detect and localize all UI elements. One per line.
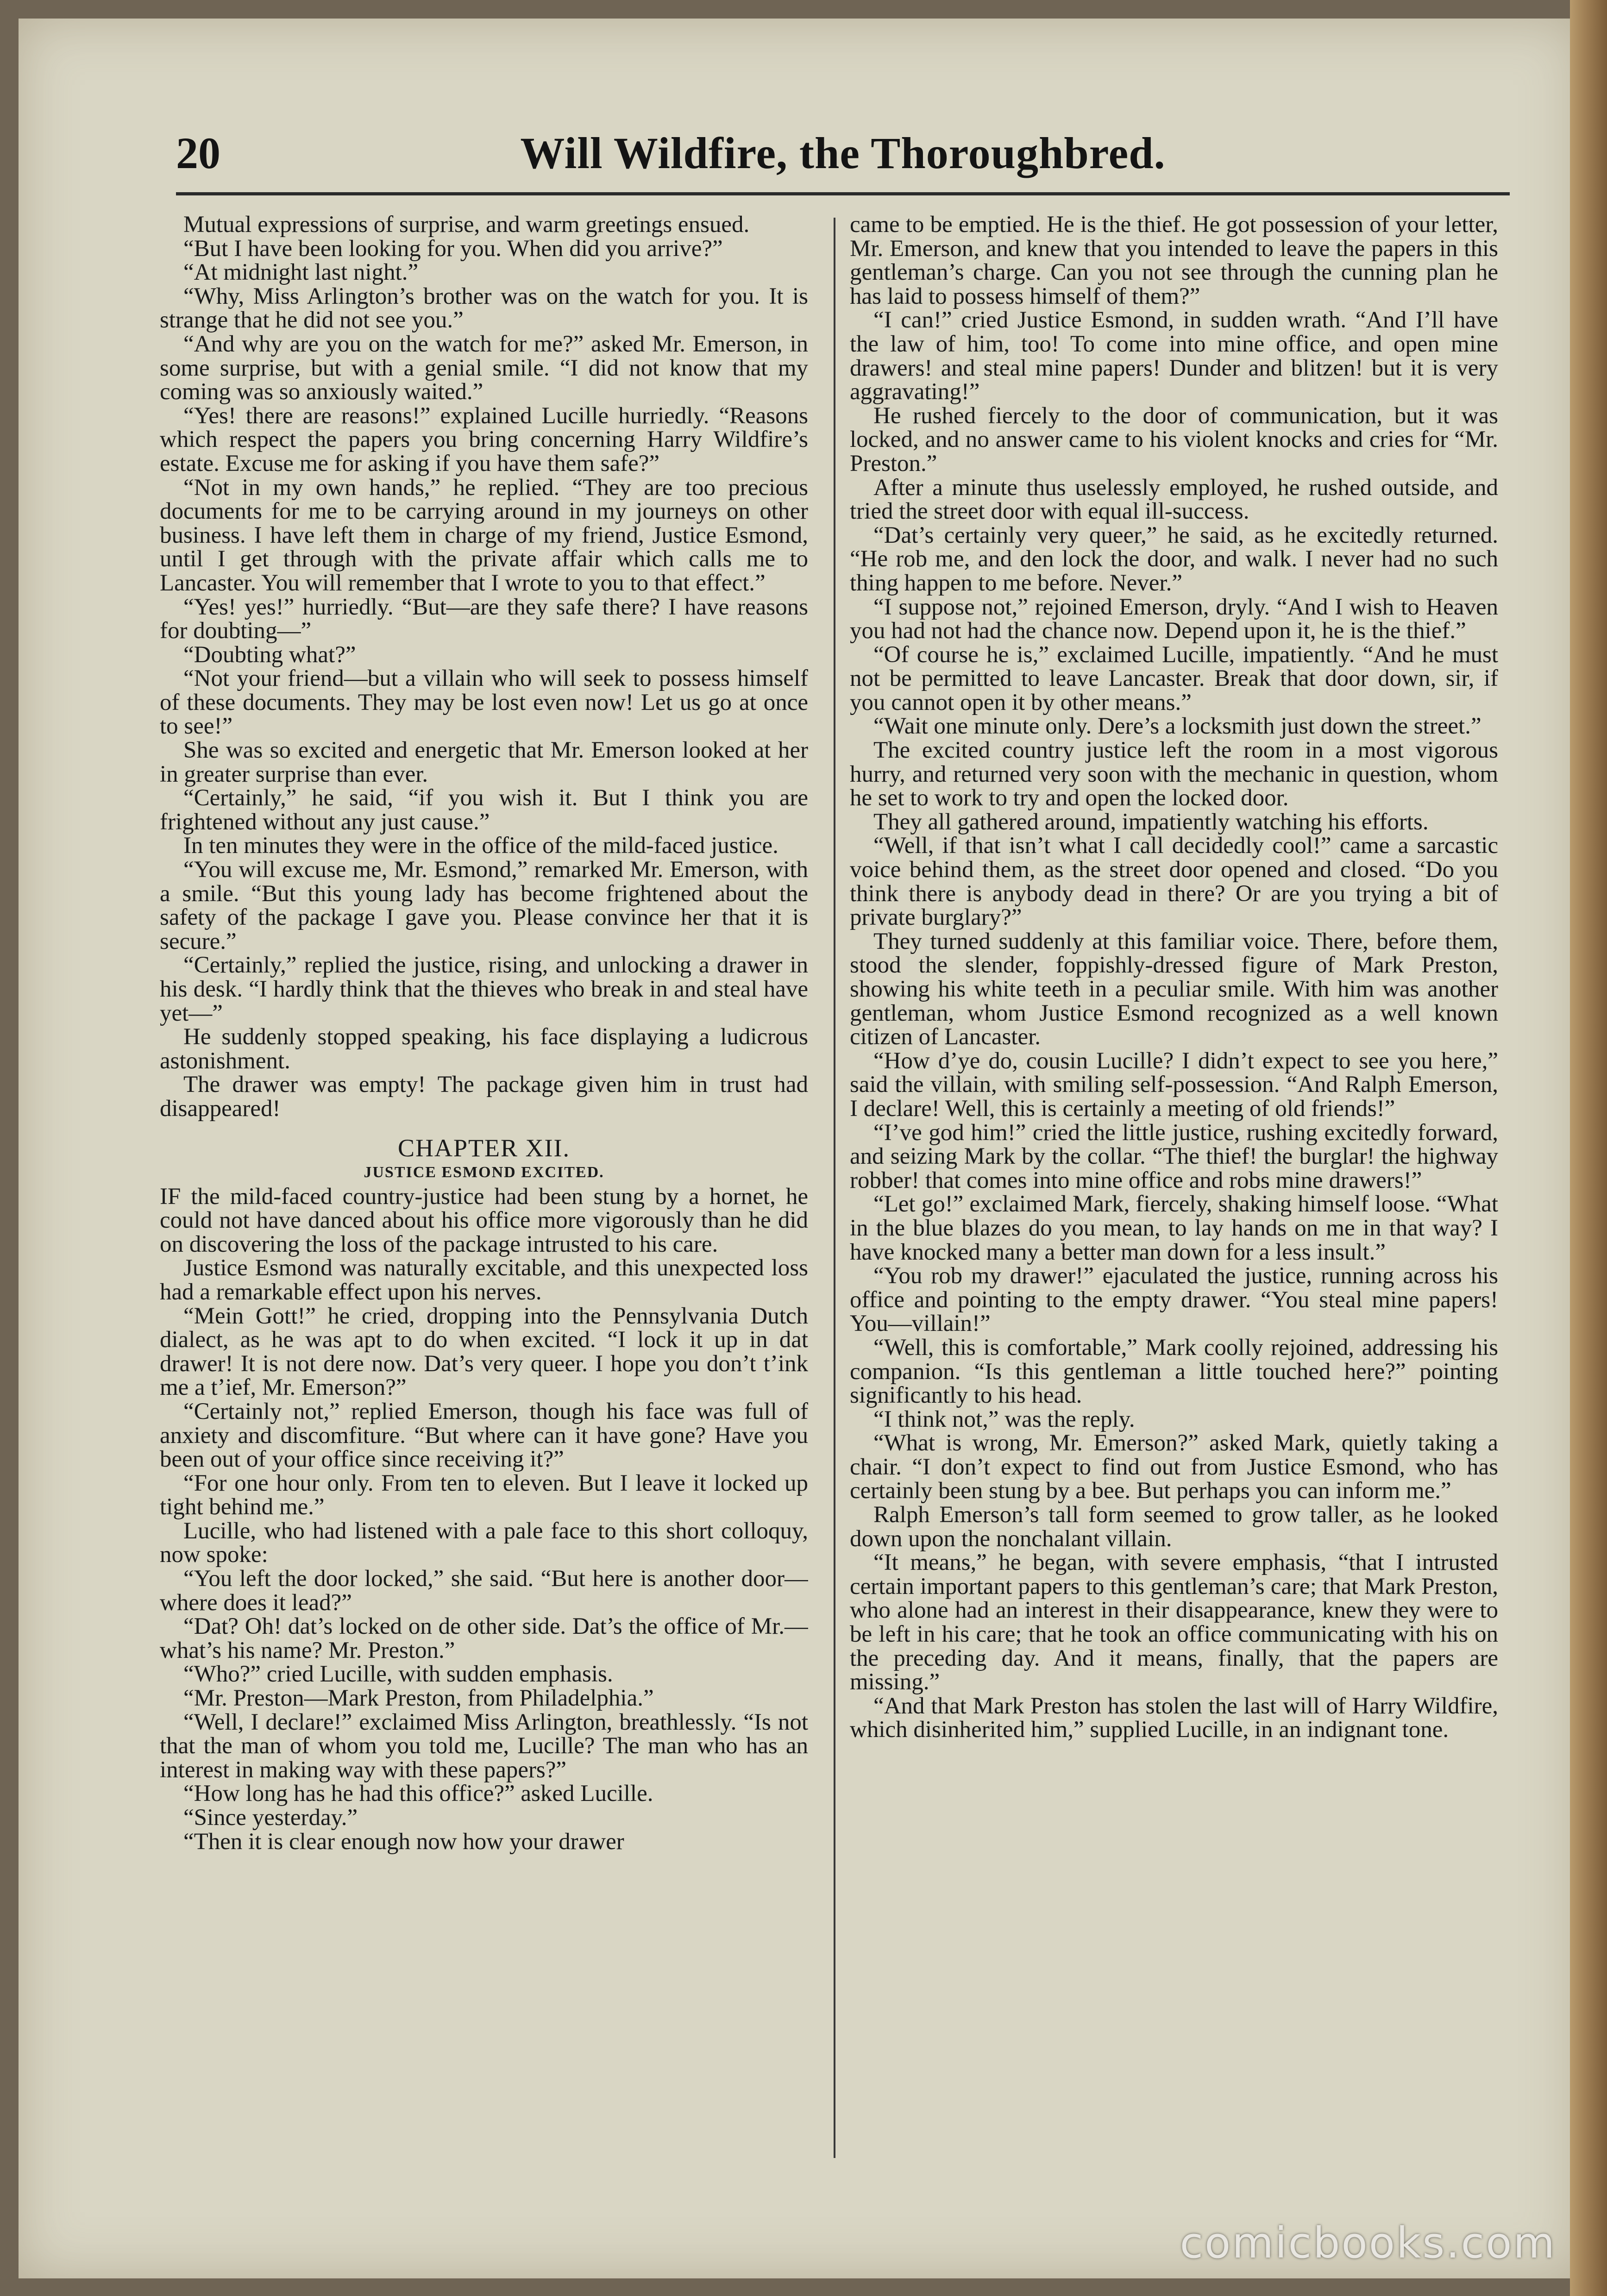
paragraph: “Mein Gott!” he cried, dropping into the Pennsylvania Dutch dialect, as he was apt to do when excited. “I lock it up in dat drawer! It is not dere now. Dat’s very queer. I hope you don’t t’ink me a t’ief, Mr. Emerson?” — [160, 1303, 808, 1401]
paragraph: “Then it is clear enough now how your drawer — [183, 1828, 624, 1855]
paragraph: “And why are you on the watch for me?” asked Mr. Emerson, in some surprise, but with a genial smile. “I did not know that my coming was so anxiously waited.” — [160, 331, 808, 405]
paragraph: “Certainly,” he said, “if you wish it. But I think you are frightened without any just cause.” — [160, 785, 808, 835]
paragraph: The drawer was empty! The package given him in trust had disappeared! — [160, 1072, 808, 1122]
paragraph: “At midnight last night.” — [183, 259, 419, 286]
paragraph: “I suppose not,” rejoined Emerson, dryly. “And I wish to Heaven you had not had the chance now. Depend upon it, he is the thief.” — [850, 594, 1498, 644]
paragraph: “Well, I declare!” exclaimed Miss Arlington, breathlessly. “Is not that the man of whom you told me, Lucille? The man who has an interest in making way with these papers?” — [160, 1709, 808, 1783]
paragraph: “Certainly not,” replied Emerson, though his face was full of anxiety and discomfiture. “But where can it have gone? Have you been out of your office since receiving it?” — [160, 1398, 808, 1473]
paragraph: “Wait one minute only. Dere’s a locksmith just down the street.” — [873, 713, 1481, 740]
header-rule — [176, 192, 1510, 195]
paragraph: In ten minutes they were in the office of the mild-faced justice. — [183, 833, 778, 859]
paragraph: Justice Esmond was naturally excitable, and this unexpected loss had a remarkable effect upon his nerves. — [160, 1255, 808, 1305]
paragraph: “Dat’s certainly very queer,” he said, as he excitedly returned. “He rob me, and den lock the door, and walk. I never had no such thing happen to me before. Never.” — [850, 522, 1498, 596]
paragraph: “For one hour only. From ten to eleven. But I leave it locked up tight behind me.” — [160, 1470, 808, 1520]
paragraph: “Dat? Oh! dat’s locked on de other side. Dat’s the office of Mr.—what’s his name? Mr. Preston.” — [160, 1613, 808, 1663]
paragraph: “Of course he is,” exclaimed Lucille, impatiently. “And he must not be permitted to leave Lancaster. Break that door down, sir, if you cannot open it by other means.” — [850, 641, 1498, 715]
paragraph: He suddenly stopped speaking, his face displaying a ludicrous astonishment. — [160, 1024, 808, 1074]
paragraph: “Doubting what?” — [183, 641, 356, 668]
chapter-title: CHAPTER XII. — [398, 1134, 570, 1162]
paragraph: “Why, Miss Arlington’s brother was on the watch for you. It is strange that he did not see you.” — [160, 283, 808, 333]
paragraph: “You rob my drawer!” ejaculated the justice, running across his office and pointing to the empty drawer. “You steal mine papers! You—villain!” — [850, 1263, 1498, 1337]
page-header — [176, 127, 1510, 188]
left-paragraphs-after — [160, 1185, 808, 1854]
paragraph: “Not your friend—but a villain who will seek to possess himself of these documents. They may be lost even now! Let us go at once to see!” — [160, 665, 808, 740]
left-paragraphs-before — [160, 213, 808, 1121]
paragraph: “How d’ye do, cousin Lucille? I didn’t expect to see you here,” said the villain, with smiling self-possession. “And Ralph Emerson, I declare! Well, this is certainly a meeting of old friends!” — [850, 1048, 1498, 1122]
paragraph: After a minute thus uselessly employed, he rushed outside, and tried the street door with equal ill-success. — [850, 474, 1498, 525]
right-text-column — [850, 213, 1498, 2158]
paragraph: The excited country justice left the room in a most vigorous hurry, and returned very soon with the mechanic in question, whom he set to work to try and open the locked door. — [850, 737, 1498, 811]
paragraph: “What is wrong, Mr. Emerson?” asked Mark, quietly taking a chair. “I don’t expect to find out from Justice Esmond, who has certainly been stung by a bee. But perhaps you can inform me.” — [850, 1430, 1498, 1504]
page-number: 20 — [176, 128, 220, 178]
book-spine-edge — [1570, 0, 1607, 2296]
watermark: comicbooks.com — [1180, 2218, 1556, 2268]
column-divider — [834, 218, 835, 2158]
paragraph: “It means,” he began, with severe emphasis, “that I intrusted certain important papers to this gentleman’s care; that Mark Preston, who alone had an interest in their disappearance, knew they were to be left in his care; that he took an office communicating with his on the preceding day. And it means, finally, that the papers are missing.” — [850, 1549, 1498, 1695]
paragraph: “I’ve god him!” cried the little justice, rushing excitedly forward, and seizing Mark by the collar. “The thief! the burglar! the highway robber! that comes into mine office and robs mine drawers!” — [850, 1119, 1498, 1193]
paragraph: “Yes! there are reasons!” explained Lucille hurriedly. “Reasons which respect the papers you bring concerning Harry Wildfire’s estate. Excuse me for asking if you have them safe?” — [160, 402, 808, 477]
paragraph: “I think not,” was the reply. — [873, 1406, 1135, 1432]
paragraph: “You left the door locked,” she said. “But here is another door—where does it lead?” — [160, 1566, 808, 1616]
paragraph: Lucille, who had listened with a pale face to this short colloquy, now spoke: — [160, 1518, 808, 1568]
paragraph: “I can!” cried Justice Esmond, in sudden wrath. “And I’ll have the law of him, too! To come into mine office, and open mine drawers! and steal mine papers! Dunder and blitzen! but it is very aggravating!” — [850, 307, 1498, 405]
paragraph: They turned suddenly at this familiar voice. There, before them, stood the slender, foppishly-dressed figure of Mark Preston, showing his white teeth in a peculiar smile. With him was another gentleman, whom Justice Esmond recognized as a well known citizen of Lancaster. — [850, 928, 1498, 1050]
paragraph: She was so excited and energetic that Mr. Emerson looked at her in greater surprise than ever. — [160, 737, 808, 787]
paragraph: “But I have been looking for you. When did you arrive?” — [183, 235, 723, 262]
paragraph: “Let go!” exclaimed Mark, fiercely, shaking himself loose. “What in the blue blazes do you mean, to lay hands on me in that way? I have knocked many a better man down for a less insult.” — [850, 1191, 1498, 1265]
paragraph: “Not in my own hands,” he replied. “They are too precious documents for me to be carrying around in my journeys on other business. I have left them in charge of my friend, Justice Esmond, until I get through with the private affair which calls me to Lancaster. You will remember that I wrote to you to that effect.” — [160, 474, 808, 596]
paragraph: came to be emptied. He is the thief. He got possession of your letter, Mr. Emerson, and knew that you intended to leave the papers in this gentleman’s charge. Can you not see through the cunning plan he has laid to possess himself of them?” — [850, 213, 1498, 309]
paragraph: “Well, if that isn’t what I call decidedly cool!” came a sarcastic voice behind them, as the street door opened and closed. “Do you think there is anybody dead in there? Or are you trying a bit of private burglary?” — [850, 833, 1498, 931]
paragraph: “You will excuse me, Mr. Esmond,” remarked Mr. Emerson, with a smile. “But this young lady has become frightened about the safety of the package I gave you. Please convince her that it is secure.” — [160, 857, 808, 954]
paragraph: “Who?” cried Lucille, with sudden emphasis. — [183, 1661, 613, 1687]
running-title: Will Wildfire, the Thoroughbred. — [520, 128, 1166, 178]
paragraph: “Well, this is comfortable,” Mark coolly rejoined, addressing his companion. “Is this gentleman a little touched here?” pointing significantly to his head. — [850, 1334, 1498, 1409]
paragraph: “How long has he had this office?” asked Lucille. — [183, 1781, 653, 1807]
paragraph: “Certainly,” replied the justice, rising, and unlocking a drawer in his desk. “I hardly think that the thieves who break in and steal have yet—” — [160, 952, 808, 1026]
paragraph: Mutual expressions of surprise, and warm greetings ensued. — [183, 213, 750, 238]
paragraph: Ralph Emerson’s tall form seemed to grow taller, as he looked down upon the nonchalant villain. — [850, 1502, 1498, 1552]
paragraph: “Yes! yes!” hurriedly. “But—are they safe there? I have reasons for doubting—” — [160, 594, 808, 644]
paragraph: He rushed fiercely to the door of communication, but it was locked, and no answer came to his violent knocks and cries for “Mr. Preston.” — [850, 402, 1498, 477]
chapter-subtitle: JUSTICE ESMOND EXCITED. — [364, 1163, 604, 1181]
paragraph: IF the mild-faced country-justice had been stung by a hornet, he could not have danced about his office more vigorously than he did on discovering the loss of the package intrusted to his care. — [160, 1183, 808, 1257]
paragraph: “Since yesterday.” — [183, 1805, 358, 1831]
right-paragraphs — [850, 213, 1498, 1742]
left-text-column — [160, 213, 808, 2158]
paragraph: They all gathered around, impatiently watching his efforts. — [873, 809, 1429, 835]
paragraph: “Mr. Preston—Mark Preston, from Philadelphia.” — [183, 1685, 654, 1712]
paragraph: “And that Mark Preston has stolen the last will of Harry Wildfire, which disinherited him,” supplied Lucille, in an indignant tone. — [850, 1693, 1498, 1743]
